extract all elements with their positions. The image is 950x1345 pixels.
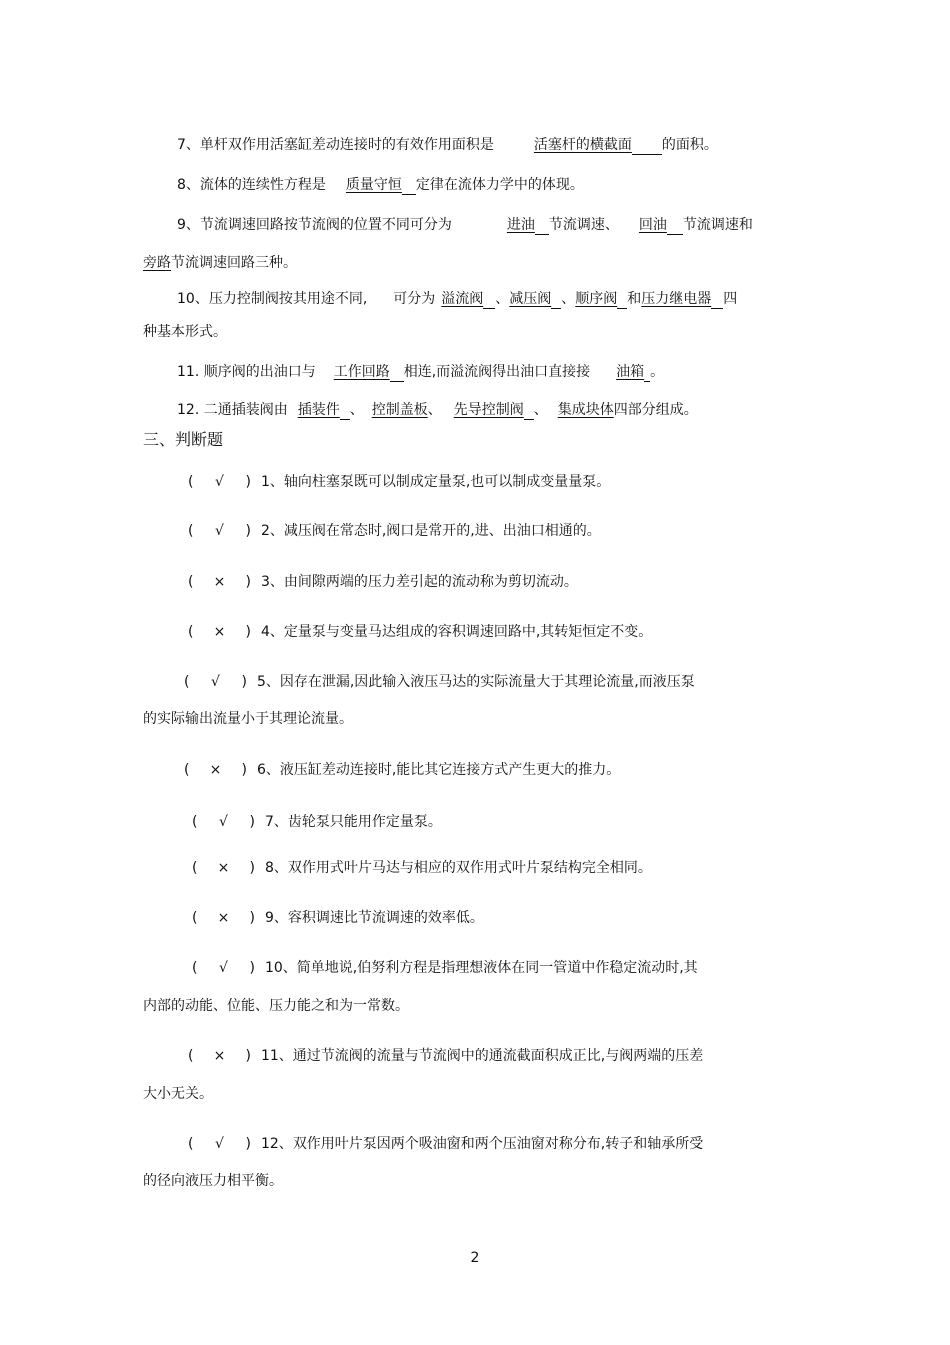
- answer-text: 压力继电器: [641, 291, 712, 307]
- question-text: 、: [349, 402, 364, 418]
- question-text: 四部分组成。: [613, 402, 698, 418]
- check-mark: √: [215, 1136, 224, 1152]
- answer-text: 回油: [638, 217, 667, 233]
- check-mark: √: [215, 523, 224, 539]
- answer-text: 油箱: [616, 364, 645, 380]
- judge-item: [184, 672, 695, 692]
- open-paren: (: [188, 474, 194, 490]
- open-paren: (: [188, 574, 194, 590]
- judge-item: [192, 858, 652, 878]
- judge-item: [188, 472, 610, 492]
- fill-in-line: [177, 215, 753, 235]
- open-paren: (: [192, 910, 198, 926]
- question-text: 定律在流体力学中的体现。: [415, 177, 584, 193]
- question-text: 可分为: [393, 291, 436, 307]
- fill-in-line: [177, 175, 584, 195]
- statement-text: 5、因存在泄漏,因此输入液压马达的实际流量大于其理论流量,而液压泵: [256, 674, 695, 690]
- close-paren: ): [249, 814, 255, 830]
- judge-item: [192, 908, 484, 928]
- cross-mark: ×: [213, 624, 226, 640]
- question-text: 12. 二通插装阀由: [177, 402, 288, 418]
- statement-continuation: 的径向液压力相平衡。: [143, 1173, 283, 1189]
- close-paren: ): [249, 960, 255, 976]
- answer-text: 先导控制阀: [453, 402, 524, 418]
- page-number: 2: [470, 1250, 480, 1266]
- spacing: [590, 362, 616, 382]
- open-paren: (: [192, 814, 198, 830]
- question-text: 节流调速、: [548, 217, 619, 233]
- answer-blank-underline: [524, 403, 534, 420]
- open-paren: (: [184, 762, 190, 778]
- open-paren: (: [188, 624, 194, 640]
- question-text: 四: [723, 291, 738, 307]
- answer-blank-underline: [711, 292, 723, 309]
- close-paren: ): [241, 674, 247, 690]
- statement-text: 8、双作用式叶片马达与相应的双作用式叶片泵结构完全相同。: [264, 860, 652, 876]
- fill-in-line: [177, 400, 698, 420]
- question-text: 种基本形式。: [143, 324, 227, 340]
- statement-text: 7、齿轮泵只能用作定量泵。: [264, 814, 442, 830]
- answer-blank-underline: [402, 178, 416, 195]
- spacing: [367, 289, 393, 309]
- cross-mark: ×: [209, 762, 222, 778]
- answer-text: 进油: [506, 217, 535, 233]
- answer-text: 减压阀: [509, 291, 552, 307]
- open-paren: (: [188, 523, 194, 539]
- judge-item: [188, 572, 578, 592]
- answer-blank-underline: [551, 292, 561, 309]
- answer-text: 溢流阀: [441, 291, 484, 307]
- answer-blank-underline: [632, 138, 662, 155]
- check-mark: √: [215, 474, 224, 490]
- check-mark: √: [219, 814, 228, 830]
- answer-text: 质量守恒: [345, 177, 402, 193]
- statement-text: 2、减压阀在常态时,阀口是常开的,进、出油口相通的。: [260, 523, 601, 539]
- question-text: 11. 顺序阀的出油口与: [177, 364, 316, 380]
- question-text: 的面积。: [661, 137, 718, 153]
- question-text: 相连,而溢流阀得出油口直接接: [403, 364, 591, 380]
- statement-text: 9、容积调速比节流调速的效率低。: [264, 910, 484, 926]
- open-paren: (: [192, 860, 198, 876]
- section-title: 三、判断题: [143, 430, 224, 449]
- close-paren: ): [241, 762, 247, 778]
- check-mark: √: [219, 960, 228, 976]
- spacing: [316, 362, 334, 382]
- question-text: 节流调速和: [682, 217, 753, 233]
- statement-text: 12、双作用叶片泵因两个吸油窗和两个压油窗对称分布,转子和轴承所受: [260, 1136, 704, 1152]
- spacing: [619, 215, 639, 235]
- spacing: [494, 135, 534, 155]
- answer-text: 顺序阀: [575, 291, 618, 307]
- close-paren: ): [245, 523, 251, 539]
- judge-item: [188, 521, 601, 541]
- question-text: 9、节流调速回路按节流阀的位置不同可分为: [177, 217, 452, 233]
- question-text: 节流调速回路三种。: [171, 255, 297, 271]
- open-paren: (: [188, 1136, 194, 1152]
- question-text: 、: [561, 291, 576, 307]
- statement-text: 3、由间隙两端的压力差引起的流动称为剪切流动。: [260, 574, 578, 590]
- spacing: [452, 215, 507, 235]
- cross-mark: ×: [213, 574, 226, 590]
- cross-mark: ×: [213, 1048, 226, 1064]
- answer-blank-underline: [483, 292, 495, 309]
- close-paren: ): [245, 1136, 251, 1152]
- answer-text: 旁路: [143, 255, 171, 271]
- question-text: 10、压力控制阀按其用途不同,: [177, 291, 368, 307]
- close-paren: ): [245, 474, 251, 490]
- close-paren: ): [245, 1048, 251, 1064]
- answer-blank-underline: [390, 365, 404, 382]
- judge-item: [184, 760, 620, 780]
- statement-continuation: 大小无关。: [143, 1086, 213, 1102]
- judge-item: [192, 958, 698, 978]
- question-text: 7、单杆双作用活塞缸差动连接时的有效作用面积是: [177, 137, 494, 153]
- statement-continuation: 内部的动能、位能、压力能之和为一常数。: [143, 998, 409, 1014]
- question-text: 和: [627, 291, 642, 307]
- spacing: [442, 400, 454, 420]
- fill-in-line: [177, 135, 718, 155]
- open-paren: (: [184, 674, 190, 690]
- statement-text: 10、简单地说,伯努利方程是指理想液体在同一管道中作稳定流动时,其: [264, 960, 698, 976]
- answer-text: 活塞杆的横截面: [533, 137, 632, 153]
- judge-item: [192, 812, 442, 832]
- check-mark: √: [211, 674, 220, 690]
- fill-in-line: [177, 289, 737, 309]
- spacing: [548, 400, 558, 420]
- question-text: 、: [533, 402, 548, 418]
- close-paren: ): [245, 624, 251, 640]
- judge-item: [188, 622, 652, 642]
- spacing: [364, 400, 372, 420]
- answer-blank-underline: [617, 292, 627, 309]
- statement-text: 1、轴向柱塞泵既可以制成定量泵,也可以制成变量量泵。: [260, 474, 611, 490]
- spacing: [288, 400, 298, 420]
- question-text: 、: [427, 402, 442, 418]
- judge-item: [188, 1046, 703, 1066]
- close-paren: ): [245, 574, 251, 590]
- question-text: 。: [650, 364, 665, 380]
- statement-text: 4、定量泵与变量马达组成的容积调速回路中,其转矩恒定不变。: [260, 624, 653, 640]
- statement-text: 11、通过节流阀的流量与节流阀中的通流截面积成正比,与阀两端的压差: [260, 1048, 704, 1064]
- fill-in-line: [143, 253, 297, 273]
- judge-item: [188, 1134, 703, 1154]
- answer-blank-underline: [667, 218, 683, 235]
- answer-text: 插装件: [297, 402, 340, 418]
- open-paren: (: [192, 960, 198, 976]
- fill-in-line: [177, 362, 664, 382]
- fill-in-line: [143, 322, 227, 342]
- cross-mark: ×: [217, 910, 230, 926]
- close-paren: ): [249, 860, 255, 876]
- question-text: 8、流体的连续性方程是: [177, 177, 326, 193]
- statement-continuation: 的实际输出流量小于其理论流量。: [143, 711, 353, 727]
- answer-text: 控制盖板: [371, 402, 428, 418]
- cross-mark: ×: [217, 860, 230, 876]
- question-text: 、: [495, 291, 510, 307]
- open-paren: (: [188, 1048, 194, 1064]
- answer-text: 工作回路: [333, 364, 390, 380]
- spacing: [326, 175, 346, 195]
- statement-text: 6、液压缸差动连接时,能比其它连接方式产生更大的推力。: [256, 762, 621, 778]
- close-paren: ): [249, 910, 255, 926]
- answer-blank-underline: [340, 403, 350, 420]
- answer-text: 集成块体: [557, 402, 614, 418]
- answer-blank-underline: [535, 218, 549, 235]
